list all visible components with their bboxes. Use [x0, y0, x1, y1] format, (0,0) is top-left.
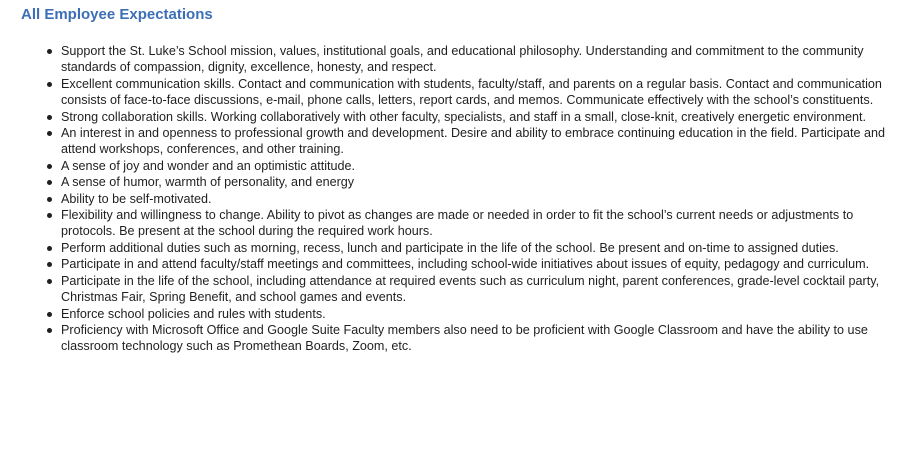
list-item: Ability to be self-motivated.	[61, 191, 898, 207]
list-item: Participate in the life of the school, including attendance at required events such as curriculum night, parent conferences, grade-level cocktail party, Christmas Fair, Spring Benefit, and school games and events.	[61, 273, 898, 306]
section-heading: All Employee Expectations	[21, 6, 213, 23]
list-item: Perform additional duties such as morning, recess, lunch and participate in the life of the school. Be present and on-time to assigned duties.	[61, 240, 898, 256]
list-item: Participate in and attend faculty/staff meetings and committees, including school-wide initiatives about issues of equity, pedagogy and curriculum.	[61, 256, 898, 272]
list-item: Support the St. Luke’s School mission, values, institutional goals, and educational philosophy. Understanding and commitment to the community standards of compassion, dignity, excellence, honesty, and respect.	[61, 43, 898, 76]
list-item: Proficiency with Microsoft Office and Google Suite Faculty members also need to be proficient with Google Classroom and have the ability to use classroom technology such as Promethean Boards, Zoom, etc.	[61, 322, 898, 355]
list-item: A sense of humor, warmth of personality, and energy	[61, 174, 898, 190]
list-item: Flexibility and willingness to change. Ability to pivot as changes are made or needed in order to fit the school’s current needs or adjustments to protocols. Be present at the school during the required work hours.	[61, 207, 898, 240]
expectations-list	[21, 43, 898, 355]
list-item: An interest in and openness to professional growth and development. Desire and ability to embrace continuing education in the field. Participate and attend workshops, conferences, and other training.	[61, 125, 898, 158]
list-item: Strong collaboration skills. Working collaboratively with other faculty, specialists, and staff in a small, close-knit, creatively energetic environment.	[61, 109, 898, 125]
list-item: Enforce school policies and rules with students.	[61, 306, 898, 322]
list-item: A sense of joy and wonder and an optimistic attitude.	[61, 158, 898, 174]
list-item: Excellent communication skills. Contact and communication with students, faculty/staff, and parents on a regular basis. Contact and communication consists of face-to-face discussions, e-mail, phone calls, letters, report cards, and memos. Communicate effectively with the school’s constituents.	[61, 76, 898, 109]
